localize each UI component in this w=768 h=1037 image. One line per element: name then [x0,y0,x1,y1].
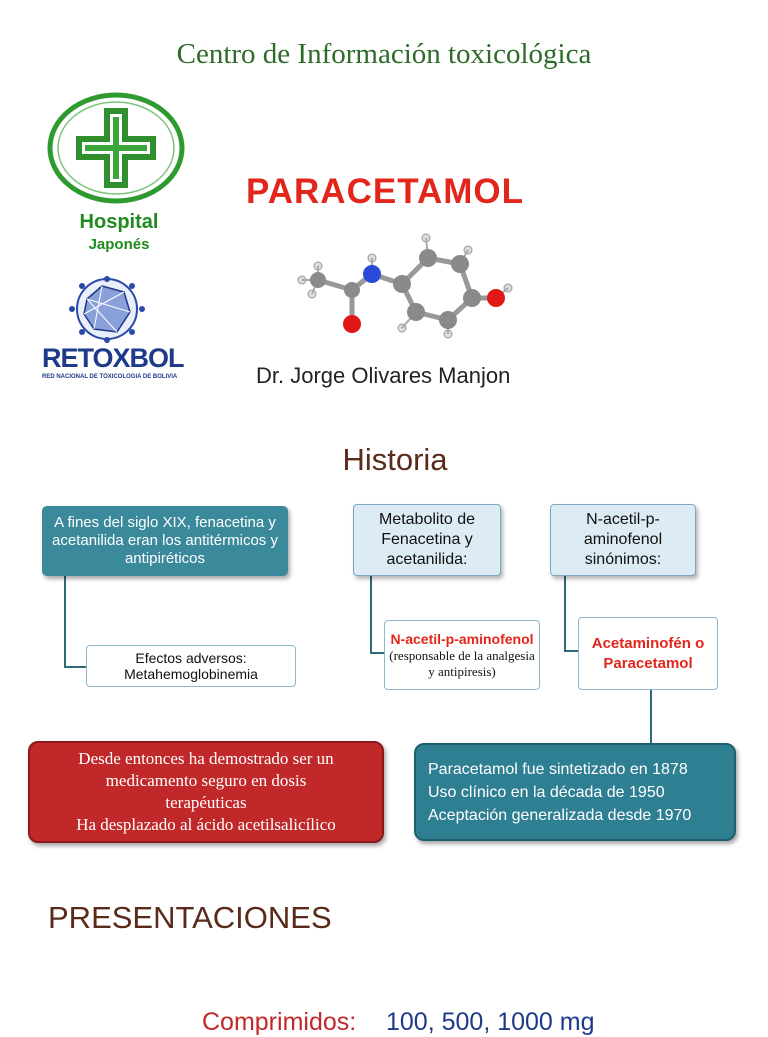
drug-title: PARACETAMOL [246,172,525,211]
metabolite-box [353,504,501,576]
connector-line [650,690,652,744]
historia-box-origin [42,506,288,576]
timeline-box [414,743,736,841]
hospital-cross-icon [44,92,189,204]
synonyms-child-line1: Acetaminofén o [591,634,705,652]
adverse-effects-line2: Metahemoglobinemia [124,666,258,682]
hospital-name: Hospital [79,211,159,233]
globe-network-icon [62,274,152,344]
connector-line [564,576,566,652]
molecule-icon [290,228,520,340]
synonyms-box-text: N-acetil-p-aminofenol sinónimos: [583,511,663,568]
paracetamol-molecule [290,228,520,340]
metabolite-child-title: N-acetil-p-aminofenol [390,631,534,647]
connector-line [370,652,384,654]
retoxbol-logo [62,274,152,344]
synonyms-child-line2: Paracetamol [603,654,693,672]
metabolite-box-text: Metabolito de Fenacetina y acetanilida: [378,511,476,568]
connector-line [64,576,66,668]
retoxbol-subtitle: RED NACIONAL DE TOXICOLOGIA DE BOLIVIA [42,374,178,380]
presentaciones-title: PRESENTACIONES [48,900,332,935]
timeline-line3: Aceptación generalizada desde 1970 [428,806,692,824]
timeline-line1: Paracetamol fue sintetizado en 1878 [428,760,688,778]
connector-line [370,576,372,654]
safety-line3: terapéuticas [165,793,247,812]
comprimidos-label: Comprimidos: [202,1008,357,1036]
connector-line [64,666,86,668]
historia-box-origin-text: A fines del siglo XIX, fenacetina y acetanilida eran los antitérmicos y antipiréticos [52,514,278,567]
safety-line4: Ha desplazado al ácido acetilsalicílico [76,815,336,834]
retoxbol-name: RETOXBOL [42,343,184,373]
historia-title: Historia [342,442,448,477]
header-title: Centro de Información toxicológica [176,38,592,70]
safety-line1: Desde entonces ha demostrado ser un [78,749,334,768]
safety-box [28,741,384,843]
synonyms-box [550,504,696,576]
metabolite-child-box [384,620,540,690]
synonyms-child-box [578,617,718,690]
hospital-subtitle: Japonés [88,236,150,253]
hospital-logo [44,92,189,204]
author-name: Dr. Jorge Olivares Manjon [256,363,511,388]
metabolite-child-desc: (responsable de la analgesia y antipiresis) [389,648,535,679]
adverse-effects-line1: Efectos adversos: [135,650,247,666]
timeline-line2: Uso clínico en la década de 1950 [428,783,665,801]
comprimidos-value: 100, 500, 1000 mg [386,1008,595,1036]
safety-line2: medicamento seguro en dosis [105,771,307,790]
adverse-effects-box [86,645,296,687]
